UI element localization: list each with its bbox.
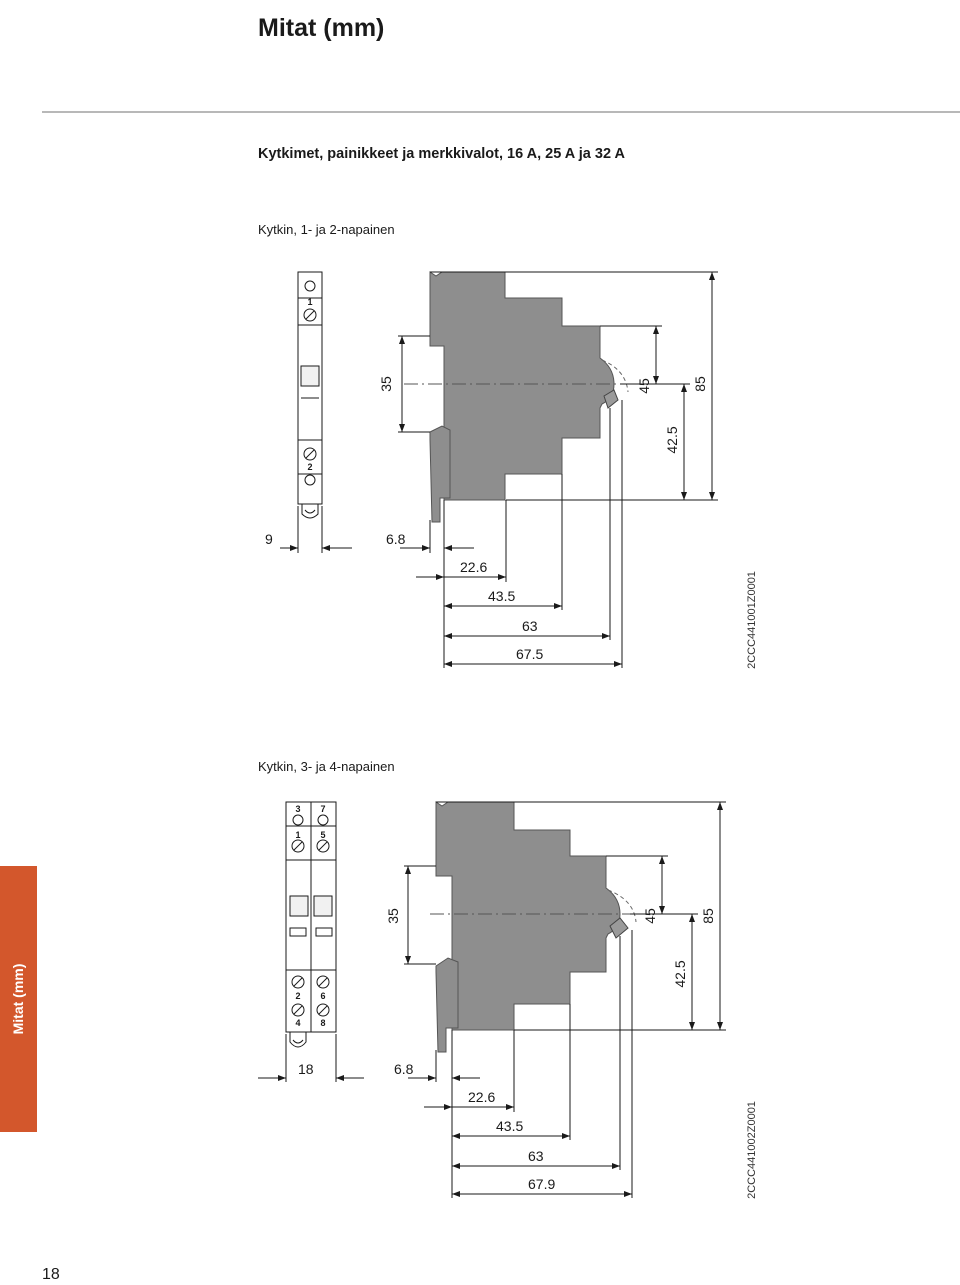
dim-22-6: 22.6	[468, 1089, 496, 1105]
terminal-label: 7	[320, 804, 326, 814]
terminal-label: 4	[295, 1018, 301, 1028]
terminal-label: 6	[320, 991, 326, 1001]
dim-6-8: 6.8	[394, 1061, 414, 1077]
dim-45: 45	[636, 378, 652, 394]
terminal-label: 2	[295, 991, 301, 1001]
page-title: Mitat (mm)	[258, 14, 385, 42]
section-title: Kytkimet, painikkeet ja merkkivalot, 16 A, 25 A ja 32 A	[258, 146, 625, 162]
drawing-code: 2CCC441002Z0001	[746, 1101, 758, 1199]
terminal-label: 1	[307, 297, 313, 307]
terminal-label: 5	[320, 830, 326, 840]
dim-6-8: 6.8	[386, 531, 406, 547]
dim-45: 45	[642, 908, 658, 924]
figure-1-title: Kytkin, 1- ja 2-napainen	[258, 222, 395, 237]
dim-total-depth: 67.9	[528, 1176, 556, 1192]
dim-43-5: 43.5	[496, 1118, 524, 1134]
dim-width: 18	[298, 1061, 314, 1077]
dim-85: 85	[692, 376, 708, 392]
dim-width: 9	[265, 531, 273, 547]
dim-85: 85	[700, 908, 716, 924]
terminal-label: 3	[295, 804, 301, 814]
figure-2-title: Kytkin, 3- ja 4-napainen	[258, 759, 395, 774]
dim-rail-35: 35	[378, 376, 394, 392]
drawing-code: 2CCC441001Z0001	[746, 571, 758, 669]
terminal-label: 1	[295, 830, 301, 840]
terminal-label: 8	[320, 1018, 326, 1028]
dim-rail-35: 35	[385, 908, 401, 924]
dim-63: 63	[528, 1148, 544, 1164]
front-view-2-pole	[286, 802, 336, 1047]
side-profile-3-4-pole	[436, 802, 636, 1052]
side-tab	[0, 866, 37, 1132]
dim-63: 63	[522, 618, 538, 634]
dim-total-depth: 67.5	[516, 646, 544, 662]
page-number: 18	[42, 1266, 60, 1283]
dim-42-5: 42.5	[672, 960, 688, 988]
dim-42-5: 42.5	[664, 426, 680, 454]
terminal-label: 2	[307, 462, 313, 472]
dim-22-6: 22.6	[460, 559, 488, 575]
dim-43-5: 43.5	[488, 588, 516, 604]
side-tab-label: Mitat (mm)	[10, 963, 26, 1035]
